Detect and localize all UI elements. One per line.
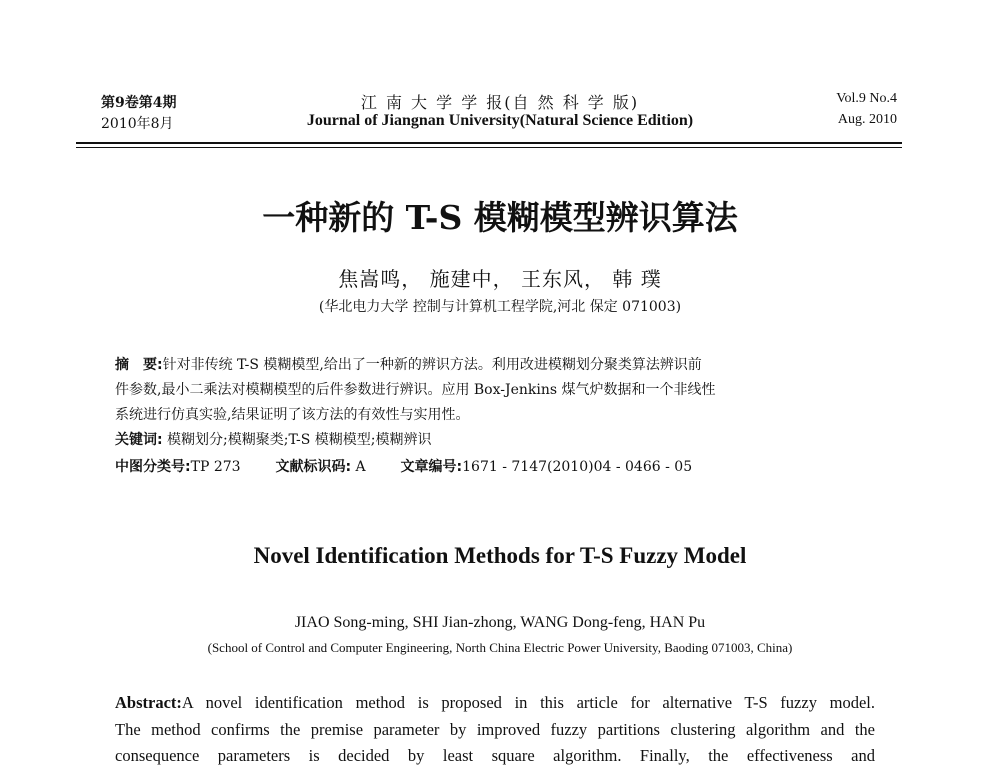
abstract-en-line-2: The method confirms the premise parameter by improved fuzzy partitions clustering algorithm and the	[115, 720, 875, 739]
month-year: Aug. 2010	[837, 112, 897, 127]
keywords-cn: 模糊划分;模糊聚类;T-S 模糊模型;模糊辨识	[162, 432, 432, 448]
doc-code-value: A	[351, 459, 366, 475]
classification-label: 中图分类号:	[115, 459, 191, 475]
journal-name-cn: 江 南 大 学 学 报(自 然 科 学 版)	[360, 93, 640, 112]
paper-title-en: Novel Identification Methods for T-S Fuzzy Model	[253, 543, 747, 568]
authors-cn: 焦嵩鸣， 施建中， 王东风， 韩 璞	[338, 267, 662, 291]
abstract-cn-line-3: 系统进行仿真实验,结果证明了该方法的有效性与实用性。	[115, 407, 470, 423]
abstract-label-cn: 摘 要:	[115, 357, 163, 373]
issue-label-cn: 第9卷第4期	[101, 95, 177, 111]
authors-en: JIAO Song-ming, SHI Jian-zhong, WANG Dong-feng, HAN Pu	[294, 614, 706, 631]
keywords-label-cn: 关键词:	[115, 432, 163, 448]
classification-value: TP 273	[190, 459, 241, 475]
abstract-cn-line-2: 件参数,最小二乘法对模糊模型的后件参数进行辨识。应用 Box-Jenkins 煤气炉数据和一个非线性	[115, 382, 716, 398]
article-number-value: 1671 - 7147(2010)04 - 0466 - 05	[462, 459, 693, 475]
header-rule-thick	[76, 142, 902, 144]
volume-number: Vol.9 No.4	[836, 91, 897, 106]
affiliation-cn: (华北电力大学 控制与计算机工程学院,河北 保定 071003)	[318, 299, 682, 315]
abstract-label-en: Abstract:	[115, 693, 182, 712]
affiliation-en: (School of Control and Computer Engineering, North China Electric Power University, Baoding 071003, China)	[207, 640, 793, 655]
abstract-en-text-1: A novel identification method is proposed in this article for alternative T-S fuzzy model.	[181, 693, 875, 712]
abstract-en-line-3: consequence parameters is decided by least square algorithm. Finally, the effectiveness and	[115, 746, 875, 765]
header-rule-thin	[76, 147, 902, 148]
classification-line	[115, 456, 692, 476]
abstract-en-line-1	[115, 693, 875, 713]
article-number-label: 文章编号:	[400, 459, 463, 475]
journal-name-en: Journal of Jiangnan University(Natural Science Edition)	[306, 112, 694, 129]
date-label-cn: 2010年8月	[101, 116, 174, 132]
keywords-cn-line	[115, 429, 432, 449]
abstract-cn-text-1: 针对非传统 T-S 模糊模型,给出了一种新的辨识方法。利用改进模糊划分聚类算法辨识前	[162, 357, 702, 373]
doc-code-label: 文献标识码:	[275, 459, 352, 475]
paper-title-cn: 一种新的 T-S 模糊模型辨识算法	[262, 198, 738, 237]
abstract-cn-line-1	[115, 354, 702, 374]
